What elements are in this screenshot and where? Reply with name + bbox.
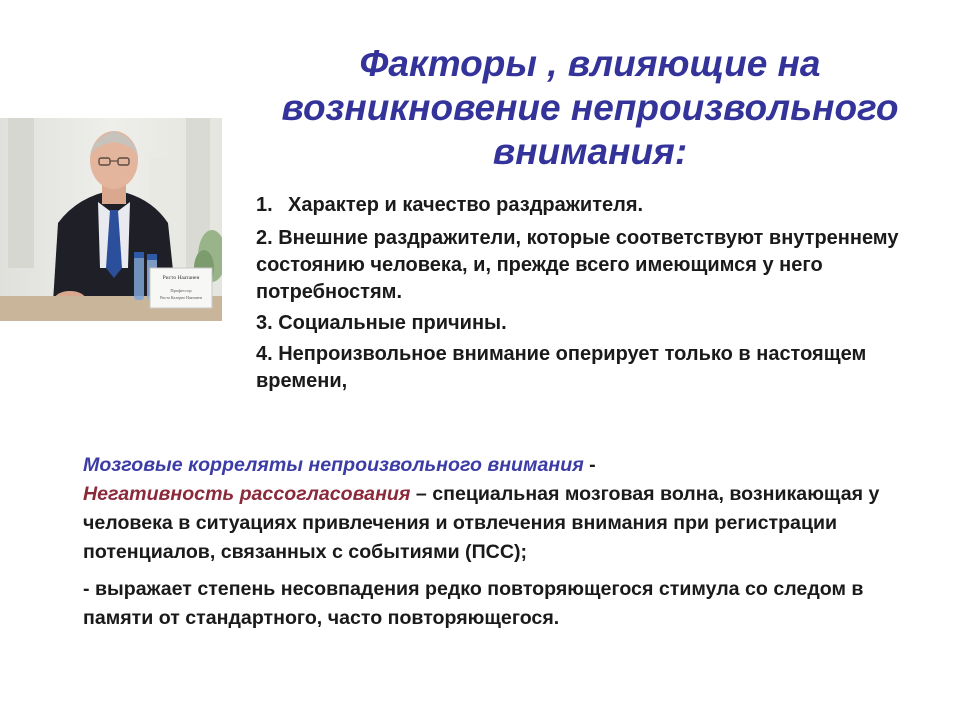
slide-title xyxy=(250,42,930,174)
brain-correlates-section xyxy=(83,451,913,633)
mismatch-negativity-description: - выражает степень несовпадения редко повторяющегося стимула со следом в памяти от стандартного, часто повторяющегося. xyxy=(83,578,864,629)
heading-separator: - xyxy=(583,454,596,476)
title-line-1: Факторы , влияющие на xyxy=(359,43,821,84)
nameplate-line-3: Ристо Калерво Наатанен xyxy=(160,295,202,300)
factor-item-3: 3. Социальные причины. xyxy=(256,312,507,334)
factor-item-2: 2. Внешние раздражители, которые соответствуют внутреннему состоянию человека, и, прежде всего имеющимся у него потребностям. xyxy=(256,227,899,303)
factor-item-1-number: 1. xyxy=(256,194,273,216)
mismatch-negativity-term: Негативность рассогласования xyxy=(83,483,411,505)
mismatch-negativity-definition: – специальная мозговая волна, возникающая у человека в ситуациях привлечения и отвлечения внимания при регистрации потенциалов, связанных с событиями (ПСС); xyxy=(83,483,880,563)
brain-correlates-heading: Мозговые корреляты непроизвольного внимания xyxy=(83,454,584,476)
factor-item-4: 4. Непроизвольное внимание оперирует только в настоящем времени, xyxy=(256,343,867,392)
nameplate-line-2: Профессор xyxy=(170,288,192,293)
factor-item-1 xyxy=(256,192,916,219)
nameplate-line-1: Ристо Наатанен xyxy=(162,275,200,281)
factor-item-1-text: Характер и качество раздражителя. xyxy=(288,194,644,216)
factors-list xyxy=(256,192,916,399)
brain-correlates-paragraph xyxy=(83,451,913,567)
title-line-2: возникновение непроизвольного xyxy=(281,87,899,128)
speaker-photo xyxy=(0,118,222,321)
title-line-3: внимания: xyxy=(492,131,688,172)
